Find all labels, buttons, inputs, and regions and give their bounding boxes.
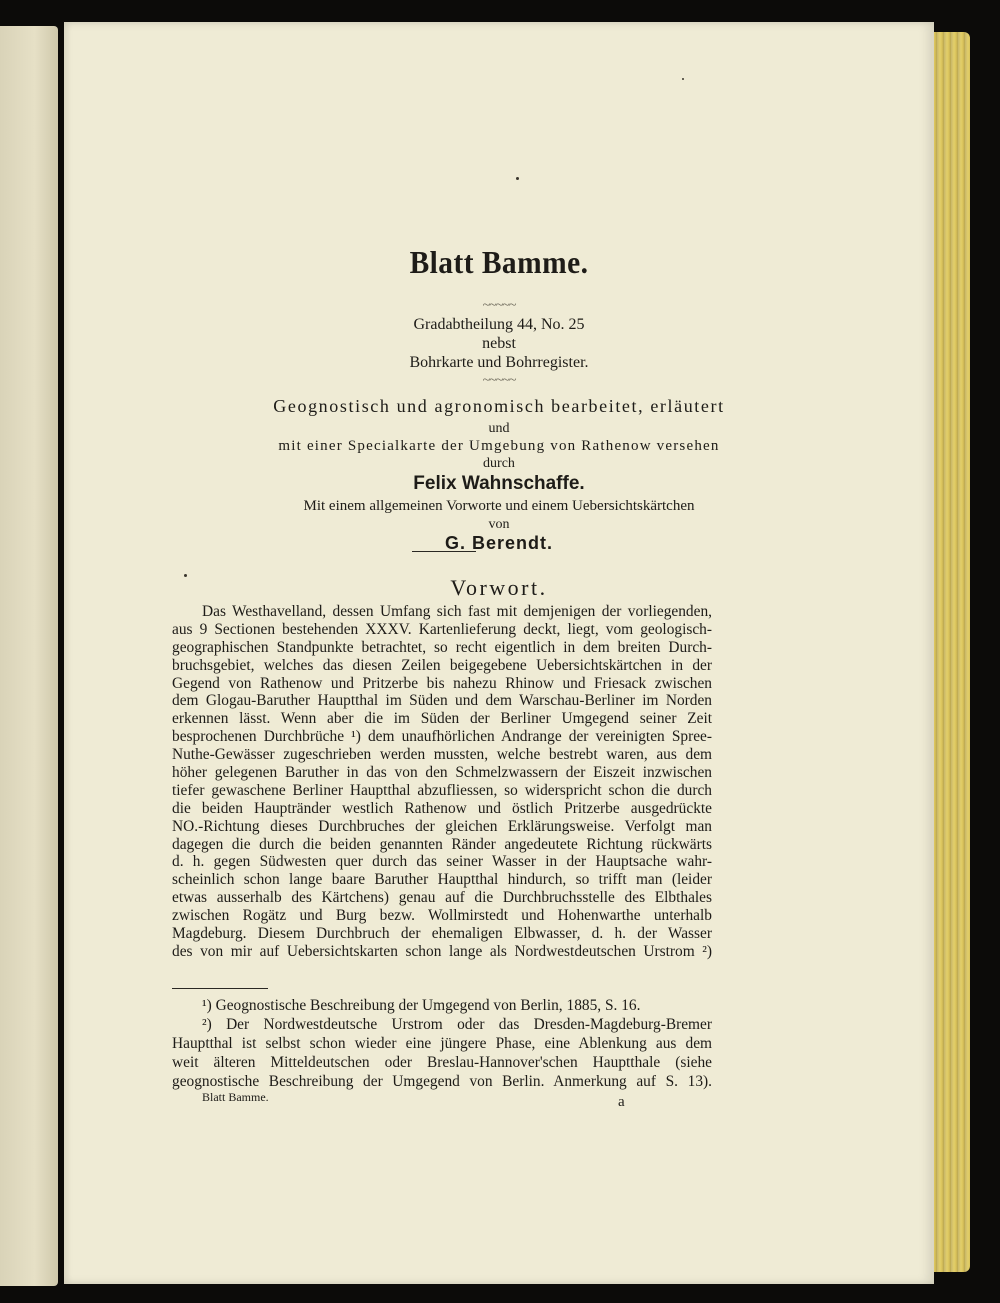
footnote-line: Hauptthal ist selbst schon wieder eine jüngere Phase, eine Ablenkung aus dem [172,1035,712,1052]
subtitle-line-1: Gradabtheilung 44, No. 25 [413,316,585,333]
body-line: NO.-Richtung dieses Durchbruches der gleichen Erklärungsweise. Verfolgt man [172,817,712,835]
speck [516,177,519,180]
speck [682,78,684,80]
footnote-line: geognostische Beschreibung der Umgegend von Berlin. Anmerkung auf S. 13). [172,1073,712,1090]
ornament-1: ~~~~~ [482,298,516,313]
body-line: des von mir auf Uebersichtskarten schon lange als Nordwestdeutschen Urstrom ²) [172,942,712,960]
footnote-line: ¹) Geognostische Beschreibung der Umgegend von Berlin, 1885, S. 16. [202,997,641,1014]
footnote-divider [172,988,268,989]
byline-3: mit einer Specialkarte der Umgebung von Rathenow versehen [278,438,720,454]
subtitle-line-3: Bohrkarte und Bohrregister. [409,354,589,371]
body-line: Nuthe-Gewässer zugeschrieben werden mussten, welche bestrebt waren, aus dem [172,746,712,764]
body-line: besprochenen Durchbrüche ¹) dem unaufhörlichen Andrange der vereinigten Spree- [172,728,712,746]
body-line: dem Glogau-Baruther Hauptthal im Süden und dem Warschau-Berliner im Norden [172,692,712,710]
author-name: Felix Wahnschaffe. [413,473,585,494]
byline-1: Geognostisch und agronomisch bearbeitet, erläutert [273,396,725,416]
book-page-edges [930,32,970,1272]
body-line: zwischen Rogätz und Burg bezw. Wollmirstedt und Hohenwarthe unterhalb [172,907,712,925]
section-heading: Vorwort. [450,575,548,600]
title-divider [412,551,476,552]
speck [184,574,187,577]
signature-mark: Blatt Bamme. [202,1090,269,1104]
body-line: geographischen Standpunkte betrachtet, so recht eigentlich in dem breiten Durch- [172,638,712,656]
body-line: etwas ausserhalb des Kärtchens) genau auf die Durchbruchsstelle des Elbthales [172,889,712,907]
footnote-line: ²) Der Nordwestdeutsche Urstrom oder das Dresden-Magdeburg-Bremer [202,1016,712,1033]
byline-2: und [488,421,510,436]
foreword-note-2: von [488,517,510,532]
body-line: tiefer gewaschene Berliner Hauptthal abzufliessen, so widerspricht schon die durch [172,781,712,799]
body-line: Gegend von Rathenow und Pritzerbe bis nahezu Rhinow und Friesack zwischen [172,674,712,692]
body-line: Das Westhavelland, dessen Umfang sich fast mit demjenigen der vorliegenden, [202,603,712,620]
subtitle-line-2: nebst [482,335,516,352]
body-line: bruchsgebiet, welches das diesen Zeilen beigegebene Uebersichtskärtchen in der [172,656,712,674]
foreword-note-1: Mit einem allgemeinen Vorworte und einem Uebersichtskärtchen [303,498,695,514]
byline-4: durch [483,456,515,471]
body-line: die beiden Hauptränder westlich Rathenow und östlich Pritzerbe ausgedrückte [172,799,712,817]
left-page-edge [0,26,58,1286]
body-line: Magdeburg. Diesem Durchbruch der ehemaligen Elbwasser, d. h. der Wasser [172,925,712,943]
footnote-line: weit älteren Mitteldeutschen oder Breslau-Hannover'schen Hauptthale (siehe [172,1054,712,1071]
signature-letter: a [618,1094,625,1110]
footnotes [172,996,712,1091]
body-line: d. h. gegen Südwesten quer durch das seiner Wasser in der Hauptsache wahr- [172,853,712,871]
body-line: scheinlich schon lange baare Baruther Hauptthal hindurch, so trifft man (leider [172,871,712,889]
body-line: erkennen lässt. Wenn aber die im Süden der Berliner Umgegend seiner Zeit [172,710,712,728]
foreword-author: G. Berendt. [444,533,553,553]
body-line: dagegen die durch die beiden genannten Ränder angedeutete Richtung rückwärts [172,835,712,853]
page-title: Blatt Bamme. [409,244,589,280]
book-page [64,22,934,1284]
ornament-2: ~~~~~ [482,373,516,388]
body-line: höher gelegenen Baruther in das von den Schmelzwassern der Eiszeit inzwischen [172,764,712,782]
body-paragraph [172,603,712,961]
body-line: aus 9 Sectionen bestehenden XXXV. Kartenlieferung deckt, liegt, vom geologisch- [172,620,712,638]
